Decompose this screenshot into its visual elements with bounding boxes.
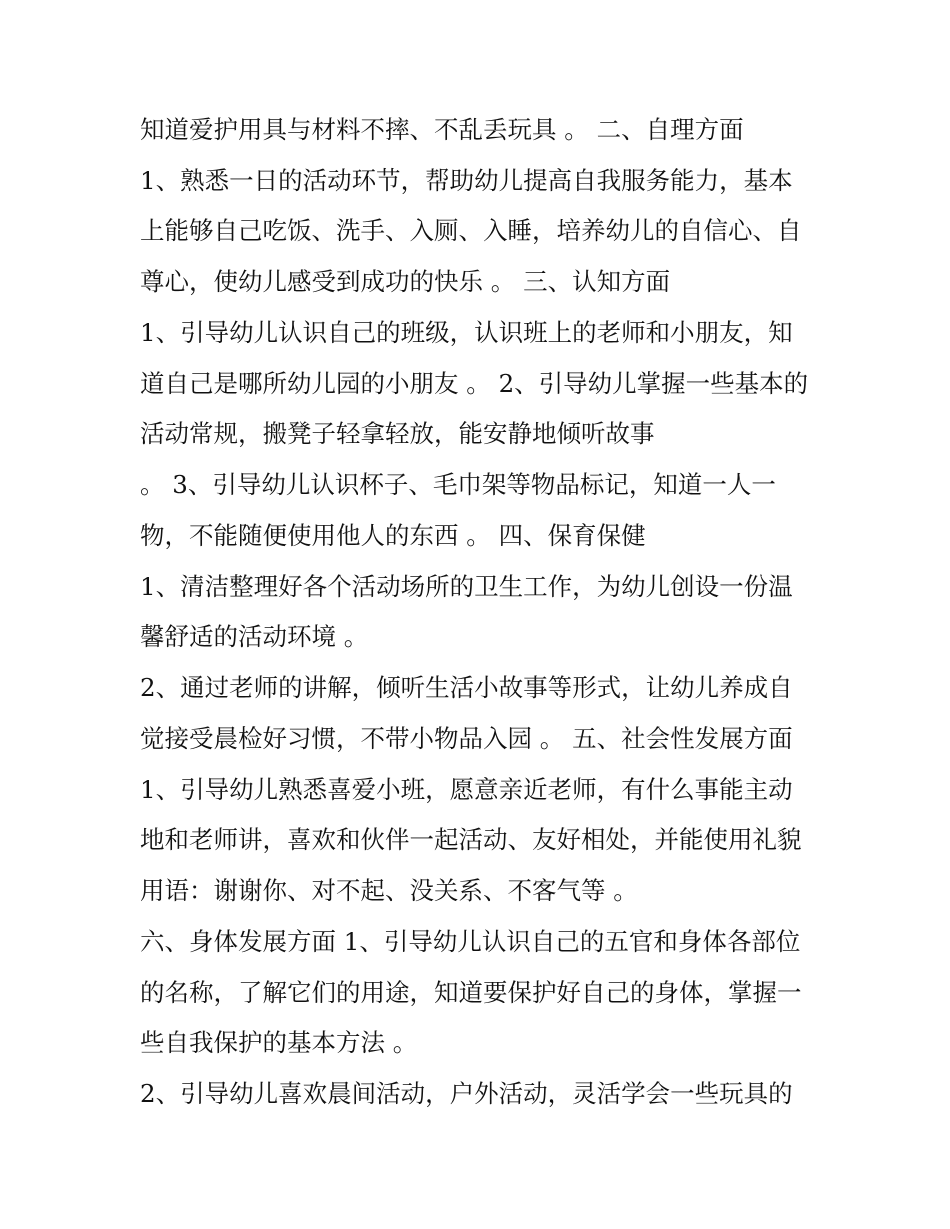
text-line: 用语：谢谢你、对不起、没关系、不客气等 。 (140, 876, 638, 905)
text-line: 的名称，了解它们的用途，知道要保护好自己的身体，掌握一 (140, 978, 802, 1007)
text-line: 觉接受晨检好习惯，不带小物品入园 。 五、社会性发展方面 (140, 724, 793, 753)
text-line: 2、通过老师的讲解，倾听生活小故事等形式，让幼儿养成自 (140, 673, 793, 702)
text-line: 知道爱护用具与材料不摔、不乱丢玩具 。 二、自理方面 (140, 115, 744, 144)
text-line: 尊心，使幼儿感受到成功的快乐 。 三、认知方面 (140, 267, 671, 296)
text-line: 馨舒适的活动环境 。 (140, 622, 369, 651)
text-line: 物，不能随便使用他人的东西 。 四、保育保健 (140, 521, 646, 550)
text-line: 地和老师讲，喜欢和伙伴一起活动、友好相处，并能使用礼貌 (140, 825, 802, 854)
text-line: 些自我保护的基本方法 。 (140, 1028, 418, 1057)
text-line: 2、引导幼儿喜欢晨间活动，户外活动，灵活学会一些玩具的 (140, 1079, 793, 1108)
text-line: 1、引导幼儿认识自己的班级，认识班上的老师和小朋友，知 (140, 318, 793, 347)
text-line: 1、清洁整理好各个活动场所的卫生工作，为幼儿创设一份温 (140, 572, 793, 601)
text-line: 1、熟悉一日的活动环节，帮助幼儿提高自我服务能力，基本 (140, 166, 793, 195)
text-line: 道自己是哪所幼儿园的小朋友 。 2、引导幼儿掌握一些基本的 (140, 369, 809, 398)
text-line: 活动常规，搬凳子轻拿轻放，能安静地倾听故事 (140, 419, 655, 448)
text-line: 1、引导幼儿熟悉喜爱小班，愿意亲近老师，有什么事能主动 (140, 775, 793, 804)
text-line: 上能够自己吃饭、洗手、入厕、入睡，培养幼儿的自信心、自 (140, 216, 802, 245)
text-line: 六、身体发展方面 1、引导幼儿认识自己的五官和身体各部位 (140, 927, 801, 956)
text-line: 。 3、引导幼儿认识杯子、毛巾架等物品标记，知道一人一 (140, 470, 776, 499)
